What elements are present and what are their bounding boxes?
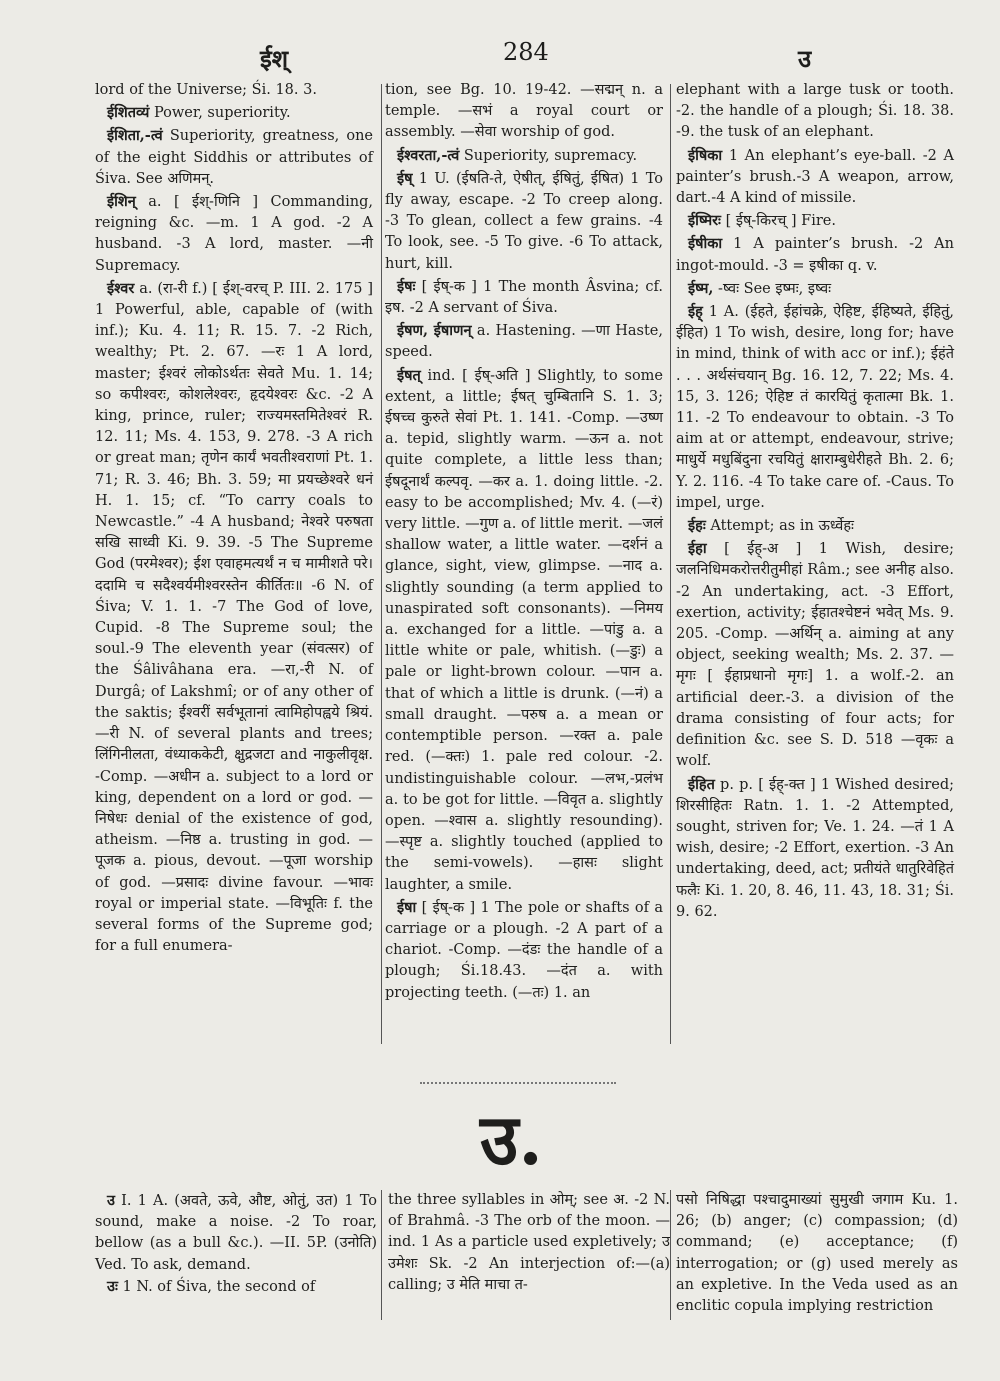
bottom-column-1 <box>95 1190 377 1298</box>
dictionary-entry <box>95 102 373 124</box>
dictionary-entry <box>95 1276 377 1298</box>
entry-headword: ईषिका <box>688 146 723 164</box>
entry-text: -ष्वः See इष्मः, इष्वः <box>718 280 832 297</box>
dictionary-entry <box>95 80 373 101</box>
entry-text: Power, superiority. <box>153 105 291 122</box>
entry-text: 1 A. (ईहते, ईहांचक्रे, ऐहिष्ट, ईहिष्यते, ईहितुं, ईहित) 1 To wish, desire, long for; have in mind, think of with acc or inf.); ईहंते . . . अर्थसंचयान् Bg. 16. 12, 7. 22; Ms. 4. 15, 3. 126; ऐहिष्ट तं कारयितुं कृतात्मा Bk. 1. 11. -2 To endeavour to obtain. -3 To aim at or attempt, endeavour, strive; माधुर्ये मधुबिंदुना रचयितुं क्षाराम्बुधेरीहते Bh. 2. 6; Y. 2. 116. -4 To take care of. -Caus. To impel, urge. <box>676 304 955 511</box>
entry-text: 1 An elephant’s eye-ball. -2 A painter’s brush.-3 A weapon, arrow, dart.-4 A kind of missile. <box>676 147 955 207</box>
entry-headword: ईशितव्यं <box>107 104 150 122</box>
dictionary-entry <box>385 897 663 1004</box>
dictionary-entry <box>676 1190 958 1317</box>
entry-headword: ईषीका <box>688 235 723 253</box>
bottom-column-2 <box>388 1190 670 1296</box>
entry-text: a. Hastening. —णा Haste, speed. <box>385 323 663 361</box>
dictionary-entry <box>676 774 954 923</box>
entry-text: ind. [ ईष्-अति ] Slightly, to some extent, a little; ईषत् चुम्बितानि S. 1. 3; ईषच्च कुरुते सेवां Pt. 1. 141. -Comp. —उष्ण a. tepid, slightly warm. —ऊन a. not quite complete, a little less than; ईषदूनार्थं कल्पवृ. —कर a. 1. doing little. -2. easy to be accomplished; Mv. 4. (—रं) very little. —गुण a. of little merit. —जलं shallow water, a little water. —दर्शनं a glance, sight, view, glimpse. —नाद a. slightly sounding (a term applied to unaspirated soft consonants). —निमय a. exchanged for a little. —पांडु a. a little white or pale, whitish. (—डुः) a pale or light-brown colour. —पान a. that of which a little is drunk. (—नं) a small draught. —परुष a. a mean or contemptible person. —रक्त a. pale red. (—क्तः) 1. pale red colour. -2. undistinguishable colour. —लभ,-प्रलंभ a. to be got for little. —विवृत a. slightly open. —श्वास a. slightly resounding). —स्पृष्ट a. slightly touched (applied to the semi-vowels). —हासः slight laughter, a smile. <box>385 367 664 893</box>
column-2 <box>385 80 663 1040</box>
entry-headword: उः <box>107 1277 118 1295</box>
dictionary-entry <box>676 515 954 537</box>
dictionary-entry <box>676 233 954 276</box>
entry-headword: ईषत् <box>397 366 421 384</box>
entry-headword: ईशिन् <box>107 193 136 211</box>
entry-headword: ईह् <box>688 303 703 321</box>
entry-headword: ईश्वरता,-त्वं <box>397 146 460 164</box>
column-1 <box>95 80 373 1040</box>
column-3 <box>676 80 955 920</box>
bottom-column-3 <box>676 1190 958 1317</box>
entry-headword: ईष् <box>397 169 413 187</box>
dictionary-entry <box>385 276 663 319</box>
section-letter: उ. <box>480 1098 543 1181</box>
entry-text: 1 U. (ईषति-ते, ऐषीत्, ईषितुं, ईषित) 1 To fly away, escape. -2 To creep along. -3 To glean, collect a few grains. -4 To look, see. -5 To give. -6 To attack, hurt, kill. <box>385 170 663 272</box>
entry-text: 1 A painter’s brush. -2 An ingot-mould. -3 = इषीका q. v. <box>676 236 954 274</box>
entry-text: elephant with a large tusk or tooth. -2. the handle of a plough; Śi. 18. 38. -9. the tusk of an elephant. <box>676 82 954 141</box>
entry-text: a. [ ईश्-णिनि ] Commanding, reigning &c. —m. 1 A god. -2 A husband. -3 A lord, master. —नी Supremacy. <box>95 194 373 274</box>
entry-text: I. 1 A. (अवते, ऊवे, औष्ट, ओतुं, उत) 1 To sound, make a noise. -2 To roar, bellow (as a bull &c.). —II. 5P. (उनोति) Ved. To ask, demand. <box>95 1193 377 1273</box>
entry-headword: ईशिता,-त्वं <box>107 127 163 145</box>
entry-text: Attempt; as in ऊर्ध्वेहः <box>710 518 854 535</box>
entry-text: [ ईष्-क ] 1 The pole or shafts of a carriage or a plough. -2 A part of a chariot. -Comp. —दंडः the handle of a plough; Śi.18.43. —दंत a. with projecting teeth. (—तः) 1. an <box>385 899 664 1001</box>
dictionary-entry <box>676 145 954 210</box>
dictionary-entry <box>676 210 954 232</box>
dictionary-entry <box>676 538 954 772</box>
dictionary-entry <box>95 125 373 190</box>
section-separator <box>420 1082 616 1084</box>
entry-text: [ ईष्-क ] 1 The month Âsvina; cf. इष. -2 A servant of Śiva. <box>385 278 663 317</box>
dictionary-entry <box>95 1190 377 1276</box>
entry-text: Superiority, supremacy. <box>463 147 638 164</box>
column-divider <box>381 1190 382 1320</box>
dictionary-entry <box>385 168 663 275</box>
dictionary-entry <box>385 320 663 363</box>
dictionary-entry <box>676 278 954 300</box>
dictionary-entry <box>676 301 954 514</box>
column-divider <box>670 1190 671 1320</box>
entry-text: [ ईह्-अ ] 1 Wish, desire; जलनिधिमकरोत्तरीतुमीहां Râm.; see अनीह also. -2 An undertaking, act. -3 Effort, exertion, activity; ईहातश्चेष्टनं भवेत् Ms. 9. 205. -Comp. —अर्थिन् a. aiming at any object, seeking wealth; Ms. 2. 37. —मृगः [ ईहाप्रधानो मृगः] 1. a wolf.-2. an artificial deer.-3. a division of the drama consisting of four acts; for definition &c. see S. D. 518 —वृकः a wolf. <box>676 541 954 770</box>
page-number: 284 <box>503 38 549 66</box>
entry-text: p. p. [ ईह्-क्त ] 1 Wished desired; शिरसीहितः Ratn. 1. 1. -2 Attempted, sought, striven for; Ve. 1. 24. —तं 1 A wish, desire; -2 Effort, exertion. -3 An undertaking, deed, act; प्रतीयंते धातुरिवेहितं फलैः Ki. 1. 20, 8. 46, 11. 43, 18. 31; Śi. 9. 62. <box>676 776 954 920</box>
entry-headword: ईहित <box>688 775 715 793</box>
dictionary-entry <box>385 145 663 167</box>
entry-text: the three syllables in ओम्; see अ. -2 N. of Brahmâ. -3 The orb of the moon. —ind. 1 As a particle used expletively; उ उमेशः Sk. -2 An interjection of:—(a) calling; उ मेति माचा त- <box>388 1192 670 1293</box>
column-divider <box>670 84 671 1044</box>
entry-headword: ईहः <box>688 517 706 535</box>
dictionary-entry <box>95 278 373 958</box>
entry-text: [ ईष्-किरच् ] Fire. <box>725 213 836 230</box>
entry-text: Superiority, greatness, one of the eight Siddhis or attributes of Śiva. See अणिमन्. <box>95 128 373 187</box>
column-divider <box>381 84 382 1044</box>
dictionary-entry <box>385 365 663 896</box>
entry-text: 1 N. of Śiva, the second of <box>122 1278 316 1295</box>
header-left-word: ईश् <box>260 44 289 73</box>
entry-text: पसो निषिद्धा पश्चादुमाख्यां सुमुखी जगाम Ku. 1. 26; (b) anger; (c) compassion; (d) command; (e) acceptance; (f) interrogation; or (g) used merely as an expletive. In the Veda used as an enclitic copula implying restriction <box>676 1192 958 1315</box>
entry-text: tion, see Bg. 10. 19-42. —सद्मन् n. a temple. —सभं a royal court or assembly. —सेवा worship of god. <box>385 82 663 141</box>
dictionary-entry <box>676 80 954 144</box>
entry-headword: ईषा <box>397 898 417 916</box>
entry-headword: उ <box>107 1192 115 1209</box>
entry-headword: ईषण, ईषाणन् <box>397 322 472 340</box>
entry-headword: ईश्वर <box>107 279 135 297</box>
page-header <box>90 36 940 76</box>
entry-headword: ईष्मिरः <box>688 212 721 230</box>
entry-headword: ईहा <box>688 540 707 558</box>
entry-headword: ईष्म, <box>688 279 714 297</box>
entry-headword: ईषः <box>397 277 416 295</box>
entry-text: lord of the Universe; Śi. 18. 3. <box>95 82 317 98</box>
dictionary-entry <box>385 80 663 144</box>
header-right-word: उ <box>798 44 812 73</box>
entry-text: a. (रा-री f.) [ ईश्-वरच् P. III. 2. 175 ] 1 Powerful, able, capable of (with inf.); Ku. 4. 11; R. 15. 7. -2 Rich, wealthy; Pt. 2. 67. —रः 1 A lord, master; ईश्वरं लोकोऽर्थतः सेवते Mu. 1. 14; so कपीश्वरः, कोशलेश्वरः, हृदयेश्वरः &c. -2 A king, prince, ruler; राज्यमस्तमितेश्वरं R. 12. 11; Ms. 4. 153, 9. 278. -3 A rich or great man; तृणेन कार्यं भवतीश्वराणां Pt. 1. 71; R. 3. 46; Bh. 3. 59; मा प्रयच्छेश्वरे धनं H. 1. 15; cf. “To carry coals to Newcastle.” -4 A husband; नेश्वरे परुषता सखि साध्वी Ki. 9. 39. -5 The Supreme God (परमेश्वर); ईश एवाहमत्यर्थं न च मामीशते परे। ददामि च सदैश्वर्यमीश्वरस्तेन कीर्तितः॥ -6 N. of Śiva; V. 1. 1. -7 The God of love, Cupid. -8 The Supreme soul; the soul.-9 The eleventh year (संवत्सर) of the Śâlivâhana era. —रा,-री N. of Durgâ; of Lakshmî; or of any other of the saktis; ईश्वरीं सर्वभूतानां त्वामिहोपह्वये श्रियं. —री N. of several plants and trees; लिंगिनीलता, वंध्याककेटी, क्षुद्रजटा and नाकुलीवृक्ष. -Comp. —अधीन a. subject to a lord or king, dependent on a lord or god. —निषेधः denial of the existence of god, atheism. —निष्ठ a. trusting in god. —पूजक a. pious, devout. —पूजा worship of god. —प्रसादः divine favour. —भावः royal or imperial state. —विभूतिः f. the several forms of the Supreme god; for a full enumera- <box>95 280 374 955</box>
dictionary-entry <box>388 1190 670 1296</box>
dictionary-entry <box>95 191 373 277</box>
